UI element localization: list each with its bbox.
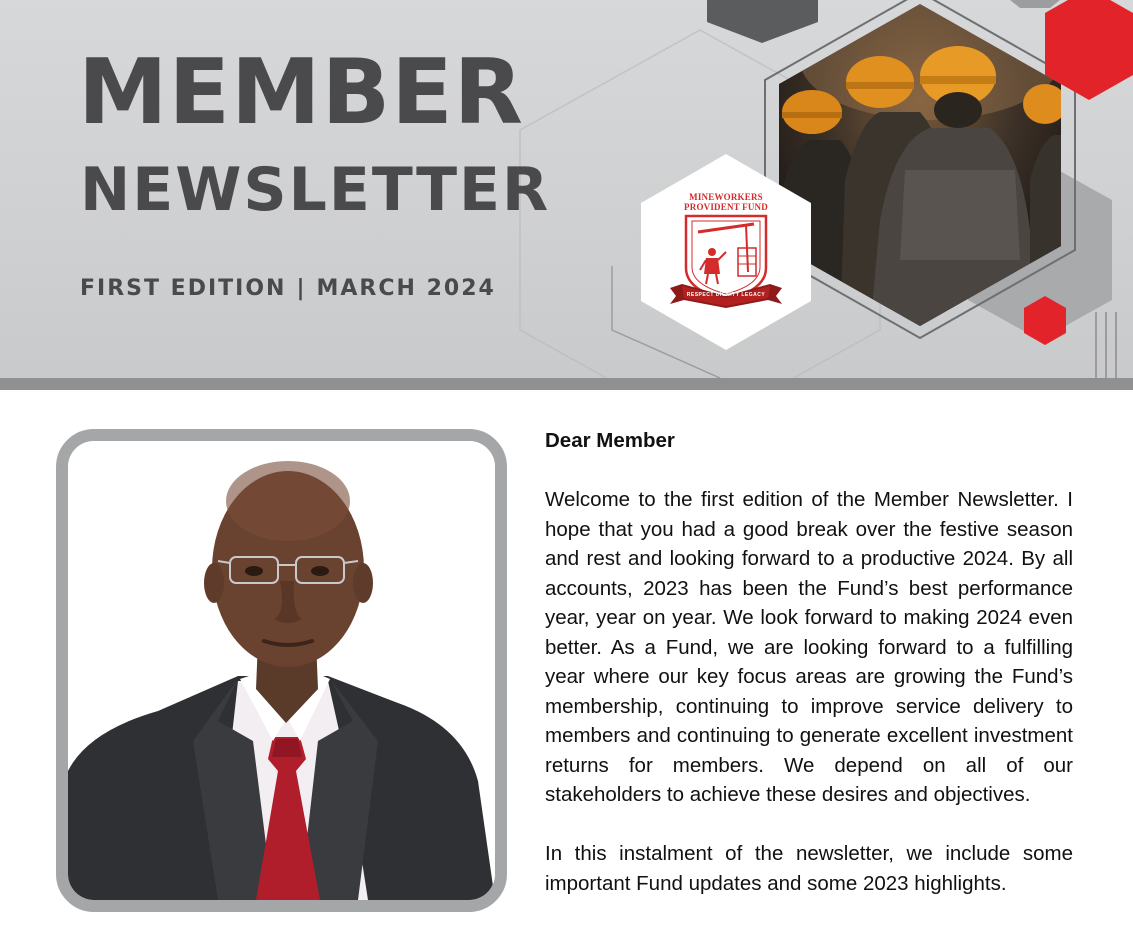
edition-separator: | [296, 276, 307, 301]
letter-paragraph-1: Welcome to the first edition of the Member Newsletter. I hope that you had a good break over the festive season and rest and looking forward to a productive 2024. By all accounts, 2023 has been the Fund’s best performance year, year on year. We look forward to making 2024 even better. As a Fund, we are looking forward to a fulfilling year where our key focus areas are growing the Fund’s membership, continuing to improve service delivery to members and continuing to generate excellent investment returns for members. We depend on all of our stakeholders to achieve these desires and objectives. [545, 488, 1073, 806]
portrait-photo [68, 441, 495, 900]
letter-paragraph-2: In this instalment of the newsletter, we include some important Fund updates and some 2023 highlights. [545, 842, 1073, 895]
fund-logo-name-line2: PROVIDENT FUND [684, 202, 768, 212]
edition-date: MARCH 2024 [316, 276, 496, 301]
banner-divider [0, 378, 1133, 390]
fund-logo-name [683, 192, 769, 212]
newsletter-title-line1: MEMBER [78, 40, 524, 145]
letter-body [545, 426, 1073, 928]
fund-logo-motto: RESPECT DIGNITY LEGACY [686, 292, 766, 298]
letter-greeting: Dear Member [545, 429, 675, 452]
portrait-photo-frame [56, 429, 507, 912]
fund-logo-name-line1: MINEWORKERS [689, 192, 763, 202]
newsletter-banner [0, 0, 1133, 378]
edition-line [80, 276, 496, 301]
newsletter-title-line2: NEWSLETTER [80, 155, 551, 225]
edition-label: FIRST EDITION [80, 276, 287, 301]
